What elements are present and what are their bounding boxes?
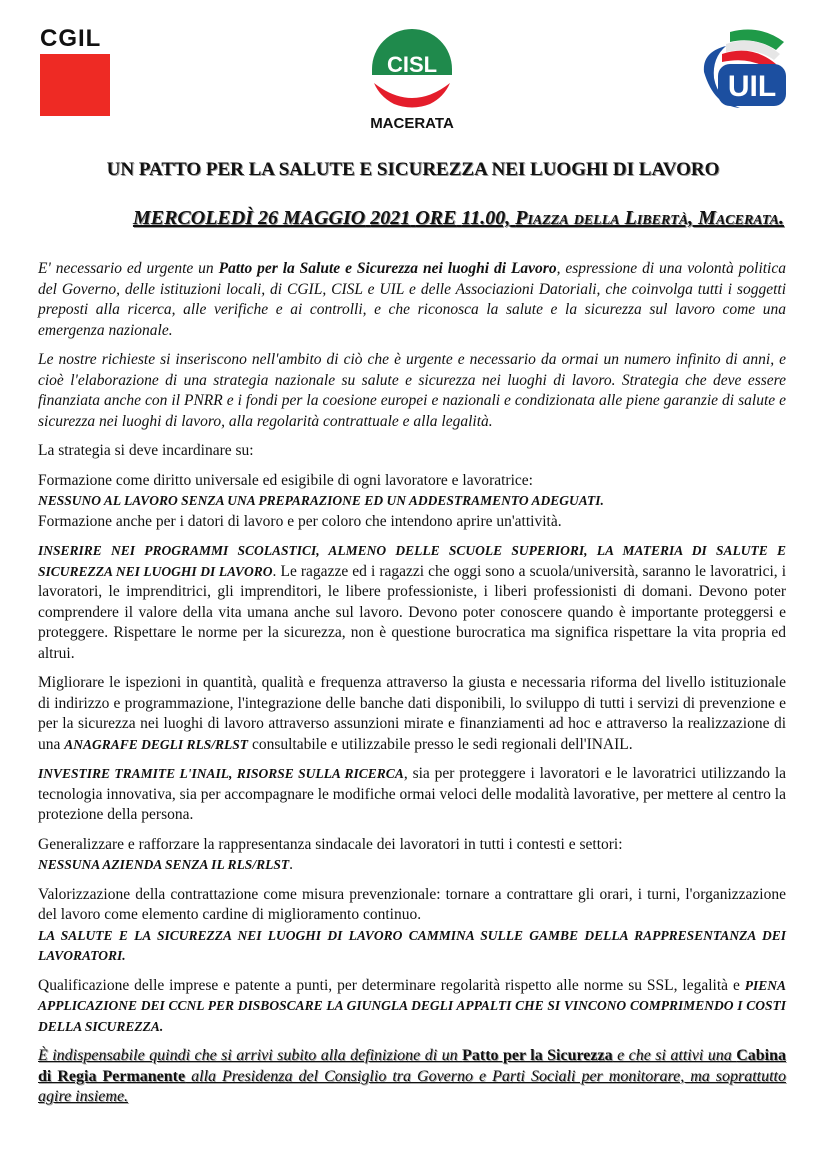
caps-emphasis: INSERIRE NEI PROGRAMMI SCOLASTICI, ALMENO DELLE SCUOLE SUPERIORI, LA MATERIA DI SALUTE E SICUREZZA NEI LUOGHI DI LAVORO	[38, 543, 786, 579]
text: Generalizzare e rafforzare la rappresentanza sindacale dei lavoratori in tutti i contesti e settori:	[38, 835, 623, 853]
event-info	[133, 207, 784, 230]
cabina-regia-emphasis: Cabina di Regia Permanente	[38, 1047, 786, 1085]
caps-emphasis: LA SALUTE E LA SICUREZZA NEI LUOGHI DI LAVORO CAMMINA SULLE GAMBE DELLA RAPPRESENTANZA DEI LAVORATORI.	[38, 927, 786, 963]
cgil-logo-text: CGIL	[40, 25, 102, 52]
event-place: Piazza della Libertà, Macerata.	[515, 207, 784, 229]
paragraph-richieste: Le nostre richieste si inseriscono nell'ambito di ciò che è urgente e necessario da ormai un numero infinito di anni, e cioè l'elaborazione di una strategia nazionale su salute e sicurezza nei luoghi di lavoro. Strategia che deve essere finanziata anche con il PNRR e i fondi per la coesione europei e nazionali e condizionata alle piene garanzie di salute e sicurezza nei luoghi di lavoro, alla regolarità contrattuale e alla legalità.	[38, 351, 786, 430]
text: È indispensabile quindi che si arrivi subito alla definizione di un	[38, 1047, 463, 1064]
patto-emphasis: Patto per la Salute e Sicurezza nei luoghi di Lavoro	[218, 260, 557, 277]
text: E' necessario ed urgente un	[38, 260, 219, 277]
paragraph-ricerca	[38, 764, 786, 826]
text: , espressione di una volontà politica del Governo, delle istituzioni locali, di CGIL, CISL e UIL e delle Associazioni Datoriali, che coinvolga tutti i soggetti preposti alla ricerca, alle verifiche e ai controlli, e che riconosca la salute e la sicurezza sul lavoro come una emergenza nazionale.	[38, 260, 786, 339]
uil-emblem	[700, 28, 790, 112]
event-date: 26	[257, 207, 278, 229]
cisl-emblem	[368, 29, 456, 111]
text: alla Presidenza del Consiglio tra Governo e Parti Sociali per monitorare, ma soprattutto agire insieme.	[38, 1067, 787, 1105]
paragraph-qualificazione	[38, 976, 786, 1038]
caps-emphasis: PIENA APPLICAZIONE DEI CCNL PER DISBOSCARE LA GIUNGLA DEGLI APPALTI CHE SI VINCONO COMPRIMENDO I COSTI DELLA SICUREZZA.	[38, 977, 786, 1034]
event-ore: ORE	[415, 207, 457, 229]
caps-emphasis: INVESTIRE TRAMITE L'INAIL, RISORSE SULLA RICERCA	[38, 766, 404, 781]
text: Formazione anche per i datori di lavoro e per coloro che intendono aprire un'attività.	[38, 512, 562, 530]
caps-emphasis: NESSUNO AL LAVORO SENZA UNA PREPARAZIONE ED UN ADDESTRAMENTO ADEGUATI.	[38, 493, 604, 508]
text: . Le ragazze ed i ragazzi che oggi sono a scuola/università, saranno le lavoratrici, i lavoratori, le imprenditrici, gli imprenditori, le libere professioniste, i liberi professionisti di domani. Devono poter comprendere il valore della vita umana anche sul lavoro. Devono poter conoscere quando è importante proteggersi e proteggere. Rispettare le norme per la sicurezza, non è questione burocratica ma significa rispettare la vita propria ed altrui.	[38, 562, 787, 662]
paragraph-strategia: La strategia si deve incardinare su:	[38, 442, 254, 459]
text: Qualificazione delle imprese e patente a punti, per determinare regolarità rispetto alle norme su SSL, legalità e	[38, 976, 745, 994]
caps-emphasis: NESSUNA AZIENDA SENZA IL RLS/RLST	[38, 857, 290, 872]
paragraph-conclusione	[38, 1046, 786, 1108]
text: Formazione come diritto universale ed esigibile di ogni lavoratore e lavoratrice:	[38, 471, 533, 489]
cisl-logo-text: CISL	[386, 52, 438, 77]
paragraph-contrattazione	[38, 885, 786, 967]
cgil-logo	[40, 27, 110, 116]
paragraph-scuole	[38, 541, 786, 664]
event-time: 11.00,	[461, 207, 511, 229]
uil-logo-text: UIL	[727, 70, 777, 103]
paragraph-intro	[38, 259, 786, 341]
document-title: UN PATTO PER LA SALUTE E SICUREZZA NEI LUOGHI DI LAVORO	[106, 159, 720, 180]
text: Migliorare le ispezioni in quantità, qualità e frequenza attraverso la giusta e necessaria riforma del livello istituzionale di indirizzo e programmazione, l'integrazione delle banche dati disponibili, lo sviluppo di tutti i servizi di prevenzione e per la sicurezza nei luoghi di lavoro attraverso assunzioni mirate e finanziamenti ad hoc e attraverso la realizzazione di una	[38, 674, 786, 753]
cgil-red-square	[40, 54, 110, 116]
caps-emphasis: ANAGRAFE DEGLI RLS/RLST	[64, 736, 249, 752]
logo-header	[0, 0, 826, 140]
event-year: 2021	[370, 207, 411, 229]
text: consultabile e utilizzabile presso le sedi regionali dell'INAIL.	[248, 735, 633, 753]
cisl-logo	[356, 29, 468, 132]
patto-sicurezza-emphasis: Patto per la Sicurezza	[462, 1047, 613, 1064]
paragraph-ispezioni	[38, 673, 786, 755]
paragraph-rappresentanza	[38, 835, 786, 876]
text: e che si attivi una	[612, 1047, 737, 1064]
event-day: MERCOLEDÌ	[132, 207, 253, 229]
cisl-location: MACERATA	[370, 115, 454, 132]
event-month: MAGGIO	[282, 207, 366, 229]
paragraph-formazione	[38, 471, 786, 533]
text: .	[289, 856, 293, 873]
uil-logo	[700, 28, 790, 117]
text: , sia per proteggere i lavoratori e le lavoratrici utilizzando la tecnologia innovativa, sia per accompagnare le modifiche ormai veloci delle modalità lavorative, per mettere al centro la protezione della persona.	[38, 765, 786, 823]
text: Valorizzazione della contrattazione come misura prevenzionale: tornare a contrattare gli orari, i turni, l'organizzazione del lavoro come elemento cardine di miglioramento continuo.	[38, 885, 786, 923]
document-body	[38, 259, 786, 1117]
